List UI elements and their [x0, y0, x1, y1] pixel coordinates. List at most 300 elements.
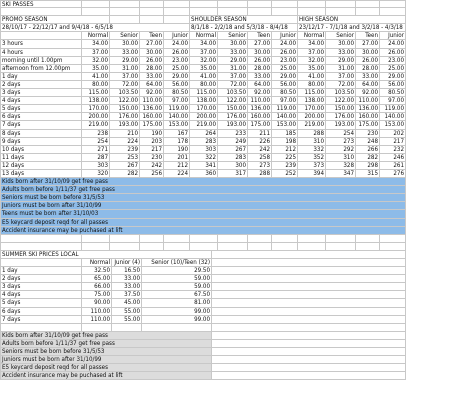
promo-price-cell[interactable]: 320 [82, 170, 110, 178]
high-price-cell[interactable]: 119.00 [380, 105, 406, 113]
promo-price-cell[interactable]: 25.00 [164, 65, 190, 73]
promo-price-cell[interactable]: 271 [82, 146, 110, 154]
summer-price-cell[interactable]: 37.50 [112, 291, 142, 299]
high-price-cell[interactable]: 288 [298, 130, 326, 138]
cell[interactable] [82, 8, 110, 16]
summer-price-cell[interactable]: 75.00 [82, 291, 112, 299]
cell[interactable] [164, 16, 190, 24]
high-price-cell[interactable]: 27.00 [356, 40, 380, 48]
promo-price-cell[interactable]: 190 [140, 130, 164, 138]
high-price-cell[interactable]: 232 [380, 146, 406, 154]
high-price-cell[interactable]: 30.00 [326, 40, 356, 48]
cell[interactable] [190, 0, 218, 8]
cell[interactable] [248, 0, 272, 8]
promo-price-cell[interactable]: 242 [140, 162, 164, 170]
high-price-cell[interactable]: 26.00 [380, 49, 406, 57]
shoulder-price-cell[interactable]: 239 [272, 162, 298, 170]
summer-price-cell[interactable]: 55.00 [112, 316, 142, 324]
cell[interactable] [218, 235, 248, 243]
note-text[interactable]: Adults born before 1/11/37 get free pass [0, 340, 212, 348]
cell[interactable] [272, 235, 298, 243]
note-text[interactable]: Kids born after 31/10/09 get free pass [0, 332, 212, 340]
column-header[interactable]: Senior [326, 32, 356, 40]
high-price-cell[interactable]: 170.00 [298, 105, 326, 113]
promo-dates[interactable]: 28/10/17 - 22/12/17 and 9/4/18 - 6/5/18 [0, 24, 190, 32]
high-price-cell[interactable]: 64.00 [356, 81, 380, 89]
promo-price-cell[interactable]: 103.50 [110, 89, 140, 97]
column-header[interactable]: Normal [82, 32, 110, 40]
column-header[interactable]: Senior [218, 32, 248, 40]
high-price-cell[interactable]: 310 [326, 154, 356, 162]
promo-price-cell[interactable]: 28.00 [140, 65, 164, 73]
high-price-cell[interactable]: 80.00 [298, 81, 326, 89]
promo-price-cell[interactable]: 190 [164, 146, 190, 154]
row-label[interactable]: 4 days [0, 97, 82, 105]
shoulder-price-cell[interactable]: 33.00 [248, 73, 272, 81]
summer-price-cell[interactable]: 59.00 [142, 283, 212, 291]
cell[interactable] [298, 0, 326, 8]
cell[interactable] [272, 243, 298, 251]
shoulder-price-cell[interactable]: 219.00 [190, 121, 218, 129]
promo-price-cell[interactable]: 219.00 [82, 121, 110, 129]
shoulder-price-cell[interactable]: 32.00 [190, 57, 218, 65]
promo-price-cell[interactable]: 212 [164, 162, 190, 170]
summer-price-cell[interactable]: 99.00 [142, 316, 212, 324]
cell[interactable] [326, 8, 356, 16]
cell[interactable] [190, 243, 218, 251]
cell[interactable] [212, 348, 406, 356]
high-price-cell[interactable]: 35.00 [298, 65, 326, 73]
promo-price-cell[interactable]: 119.00 [164, 105, 190, 113]
promo-price-cell[interactable]: 267 [110, 162, 140, 170]
shoulder-price-cell[interactable]: 34.00 [190, 40, 218, 48]
summer-price-cell[interactable]: 110.00 [82, 308, 112, 316]
high-price-cell[interactable]: 32.00 [298, 57, 326, 65]
row-label[interactable]: afternoon from 12.00pm [0, 65, 82, 73]
cell[interactable] [112, 324, 142, 332]
row-label[interactable]: 1 day [0, 267, 82, 275]
promo-price-cell[interactable]: 178 [164, 138, 190, 146]
summer-price-cell[interactable]: 81.00 [142, 299, 212, 307]
shoulder-price-cell[interactable]: 249 [218, 138, 248, 146]
shoulder-price-cell[interactable]: 30.00 [218, 40, 248, 48]
cell[interactable] [212, 283, 406, 291]
promo-price-cell[interactable]: 253 [110, 154, 140, 162]
shoulder-price-cell[interactable]: 300 [218, 162, 248, 170]
shoulder-price-cell[interactable]: 37.00 [190, 49, 218, 57]
promo-price-cell[interactable]: 27.00 [140, 40, 164, 48]
shoulder-price-cell[interactable]: 226 [248, 138, 272, 146]
promo-price-cell[interactable]: 72.00 [110, 81, 140, 89]
cell[interactable] [212, 316, 406, 324]
shoulder-price-cell[interactable]: 31.00 [218, 65, 248, 73]
cell[interactable] [212, 251, 406, 259]
cell[interactable] [212, 364, 406, 372]
high-price-cell[interactable]: 266 [356, 146, 380, 154]
cell[interactable] [218, 0, 248, 8]
cell[interactable] [212, 275, 406, 283]
promo-price-cell[interactable]: 238 [82, 130, 110, 138]
high-price-cell[interactable]: 33.00 [326, 49, 356, 57]
cell[interactable] [110, 243, 140, 251]
cell[interactable] [212, 267, 406, 275]
promo-price-cell[interactable]: 136.00 [140, 105, 164, 113]
high-price-cell[interactable]: 103.50 [326, 89, 356, 97]
high-price-cell[interactable]: 29.00 [326, 57, 356, 65]
promo-price-cell[interactable]: 150.00 [110, 105, 140, 113]
shoulder-price-cell[interactable]: 103.50 [218, 89, 248, 97]
row-label[interactable]: 11 days [0, 154, 82, 162]
promo-price-cell[interactable]: 37.00 [110, 73, 140, 81]
promo-price-cell[interactable]: 176.00 [110, 113, 140, 121]
cell[interactable] [380, 235, 406, 243]
summer-header[interactable]: Normal [82, 259, 112, 267]
cell[interactable] [82, 324, 112, 332]
high-price-cell[interactable]: 115.00 [298, 89, 326, 97]
promo-price-cell[interactable]: 24.00 [164, 40, 190, 48]
shoulder-price-cell[interactable]: 122.00 [218, 97, 248, 105]
shoulder-price-cell[interactable]: 64.00 [248, 81, 272, 89]
cell[interactable] [212, 372, 406, 380]
shoulder-price-cell[interactable]: 138.00 [190, 97, 218, 105]
promo-price-cell[interactable]: 203 [140, 138, 164, 146]
row-label[interactable]: 6 days [0, 308, 82, 316]
high-price-cell[interactable]: 80.50 [380, 89, 406, 97]
row-label[interactable]: 7 days [0, 316, 82, 324]
cell[interactable] [248, 8, 272, 16]
summer-price-cell[interactable]: 45.00 [112, 299, 142, 307]
promo-price-cell[interactable]: 170.00 [82, 105, 110, 113]
note-text[interactable]: Kids born after 31/10/09 get free pass [0, 178, 406, 186]
summer-title[interactable]: SUMMER SKI PRICES LOCAL [0, 251, 212, 259]
cell[interactable] [272, 8, 298, 16]
cell[interactable] [212, 324, 406, 332]
cell[interactable] [140, 235, 164, 243]
high-price-cell[interactable]: 138.00 [298, 97, 326, 105]
high-price-cell[interactable]: 217 [380, 138, 406, 146]
note-text[interactable]: E5 keycard deposit reqd for all passes [0, 364, 212, 372]
shoulder-price-cell[interactable]: 211 [248, 130, 272, 138]
summer-price-cell[interactable]: 66.00 [82, 283, 112, 291]
note-text[interactable]: Teens must be born after 31/10/03 [0, 210, 406, 218]
promo-price-cell[interactable]: 201 [164, 154, 190, 162]
note-text[interactable]: Accident insurance may be puchased at lift [0, 372, 212, 380]
column-header[interactable]: Teen [248, 32, 272, 40]
high-price-cell[interactable]: 219.00 [298, 121, 326, 129]
shoulder-price-cell[interactable]: 80.00 [190, 81, 218, 89]
summer-price-cell[interactable]: 67.50 [142, 291, 212, 299]
shoulder-price-cell[interactable]: 198 [272, 138, 298, 146]
cell[interactable] [212, 291, 406, 299]
promo-price-cell[interactable]: 122.00 [110, 97, 140, 105]
promo-price-cell[interactable]: 32.00 [82, 57, 110, 65]
promo-price-cell[interactable]: 239 [110, 146, 140, 154]
promo-price-cell[interactable]: 193.00 [110, 121, 140, 129]
cell[interactable] [298, 235, 326, 243]
promo-price-cell[interactable]: 92.00 [140, 89, 164, 97]
note-text[interactable]: Juniors must be born after 31/10/99 [0, 202, 406, 210]
cell[interactable] [140, 0, 164, 8]
row-label[interactable]: 2 days [0, 275, 82, 283]
shoulder-price-cell[interactable]: 72.00 [218, 81, 248, 89]
cell[interactable] [212, 340, 406, 348]
high-season-label[interactable]: HIGH SEASON [298, 16, 406, 24]
shoulder-price-cell[interactable]: 28.00 [248, 65, 272, 73]
cell[interactable] [356, 243, 380, 251]
shoulder-price-cell[interactable]: 185 [272, 130, 298, 138]
shoulder-price-cell[interactable]: 303 [190, 146, 218, 154]
high-price-cell[interactable]: 193.00 [326, 121, 356, 129]
cell[interactable] [212, 356, 406, 364]
row-label[interactable]: 9 days [0, 138, 82, 146]
promo-price-cell[interactable]: 30.00 [110, 40, 140, 48]
high-price-cell[interactable]: 373 [298, 162, 326, 170]
shoulder-price-cell[interactable]: 267 [218, 146, 248, 154]
high-price-cell[interactable]: 97.00 [380, 97, 406, 105]
cell[interactable] [326, 0, 356, 8]
summer-price-cell[interactable]: 29.50 [142, 267, 212, 275]
sheet-title[interactable]: SKI PASSES [0, 0, 82, 8]
cell[interactable] [164, 243, 190, 251]
row-label[interactable]: 2 days [0, 81, 82, 89]
cell[interactable] [110, 8, 140, 16]
cell[interactable] [248, 243, 272, 251]
cell[interactable] [218, 8, 248, 16]
high-price-cell[interactable]: 230 [356, 130, 380, 138]
cell[interactable] [0, 324, 82, 332]
shoulder-price-cell[interactable]: 56.00 [272, 81, 298, 89]
cell[interactable] [356, 8, 380, 16]
shoulder-price-cell[interactable]: 170.00 [190, 105, 218, 113]
promo-price-cell[interactable]: 56.00 [164, 81, 190, 89]
promo-price-cell[interactable]: 175.00 [140, 121, 164, 129]
high-price-cell[interactable]: 282 [356, 154, 380, 162]
high-price-cell[interactable]: 248 [356, 138, 380, 146]
shoulder-price-cell[interactable]: 360 [190, 170, 218, 178]
promo-price-cell[interactable]: 138.00 [82, 97, 110, 105]
high-price-cell[interactable]: 28.00 [356, 65, 380, 73]
promo-price-cell[interactable]: 37.00 [82, 49, 110, 57]
promo-price-cell[interactable]: 282 [110, 170, 140, 178]
cell[interactable] [0, 32, 82, 40]
column-header[interactable]: Teen [356, 32, 380, 40]
cell[interactable] [380, 0, 406, 8]
promo-price-cell[interactable]: 80.50 [164, 89, 190, 97]
column-header[interactable]: Junior [380, 32, 406, 40]
high-price-cell[interactable]: 136.00 [356, 105, 380, 113]
high-price-cell[interactable]: 140.00 [380, 113, 406, 121]
promo-price-cell[interactable]: 230 [140, 154, 164, 162]
high-price-cell[interactable]: 26.00 [356, 57, 380, 65]
promo-price-cell[interactable]: 33.00 [110, 49, 140, 57]
shoulder-price-cell[interactable]: 35.00 [190, 65, 218, 73]
row-label[interactable]: 3 hours [0, 40, 82, 48]
shoulder-price-cell[interactable]: 25.00 [272, 65, 298, 73]
cell[interactable] [82, 243, 110, 251]
cell[interactable] [212, 332, 406, 340]
cell[interactable] [356, 0, 380, 8]
row-label[interactable]: 10 days [0, 146, 82, 154]
shoulder-price-cell[interactable]: 160.00 [248, 113, 272, 121]
high-price-cell[interactable]: 29.00 [380, 73, 406, 81]
cell[interactable] [298, 8, 326, 16]
promo-price-cell[interactable]: 210 [110, 130, 140, 138]
high-price-cell[interactable]: 150.00 [326, 105, 356, 113]
summer-price-cell[interactable]: 99.00 [142, 308, 212, 316]
promo-season-label[interactable]: PROMO SEASON [0, 16, 110, 24]
high-price-cell[interactable]: 328 [326, 162, 356, 170]
high-price-cell[interactable]: 31.00 [326, 65, 356, 73]
shoulder-price-cell[interactable]: 24.00 [272, 40, 298, 48]
shoulder-price-cell[interactable]: 193.00 [218, 121, 248, 129]
high-price-cell[interactable]: 246 [380, 154, 406, 162]
note-text[interactable]: Seniors must be born before 31/5/53 [0, 348, 212, 356]
promo-price-cell[interactable]: 160.00 [140, 113, 164, 121]
shoulder-price-cell[interactable]: 80.50 [272, 89, 298, 97]
column-header[interactable]: Normal [190, 32, 218, 40]
cell[interactable] [218, 243, 248, 251]
shoulder-price-cell[interactable]: 26.00 [248, 57, 272, 65]
summer-header[interactable]: Senior (10)/Teen (32) [142, 259, 212, 267]
row-label[interactable]: 5 days [0, 105, 82, 113]
high-price-cell[interactable]: 298 [356, 162, 380, 170]
note-text[interactable]: Accident insurance may be puchased at lift [0, 227, 406, 235]
high-price-cell[interactable]: 34.00 [298, 40, 326, 48]
summer-price-cell[interactable]: 33.00 [112, 275, 142, 283]
shoulder-price-cell[interactable]: 258 [248, 154, 272, 162]
cell[interactable] [326, 243, 356, 251]
cell[interactable] [0, 259, 82, 267]
cell[interactable] [110, 0, 140, 8]
promo-price-cell[interactable]: 29.00 [110, 57, 140, 65]
high-price-cell[interactable]: 92.00 [356, 89, 380, 97]
cell[interactable] [110, 235, 140, 243]
row-label[interactable]: 1 day [0, 73, 82, 81]
high-price-cell[interactable]: 202 [380, 130, 406, 138]
row-label[interactable]: 12 days [0, 162, 82, 170]
high-price-cell[interactable]: 310 [298, 138, 326, 146]
high-price-cell[interactable]: 33.00 [356, 73, 380, 81]
high-price-cell[interactable]: 273 [326, 138, 356, 146]
cell[interactable] [0, 235, 82, 243]
shoulder-price-cell[interactable]: 264 [190, 130, 218, 138]
promo-price-cell[interactable]: 41.00 [82, 73, 110, 81]
promo-price-cell[interactable]: 26.00 [164, 49, 190, 57]
high-price-cell[interactable]: 292 [326, 146, 356, 154]
shoulder-price-cell[interactable]: 252 [272, 170, 298, 178]
cell[interactable] [380, 8, 406, 16]
column-header[interactable]: Junior [164, 32, 190, 40]
high-price-cell[interactable]: 122.00 [326, 97, 356, 105]
row-label[interactable]: 7 days [0, 121, 82, 129]
row-label[interactable]: 13 days [0, 170, 82, 178]
row-label[interactable]: 4 days [0, 291, 82, 299]
cell[interactable] [140, 16, 164, 24]
promo-price-cell[interactable]: 256 [140, 170, 164, 178]
high-price-cell[interactable]: 276 [380, 170, 406, 178]
summer-price-cell[interactable]: 33.00 [112, 283, 142, 291]
row-label[interactable]: morning until 1.00pm [0, 57, 82, 65]
column-header[interactable]: Normal [298, 32, 326, 40]
promo-price-cell[interactable]: 29.00 [164, 73, 190, 81]
high-price-cell[interactable]: 41.00 [298, 73, 326, 81]
cell[interactable] [190, 8, 218, 16]
cell[interactable] [110, 16, 140, 24]
shoulder-price-cell[interactable]: 273 [248, 162, 272, 170]
promo-price-cell[interactable]: 110.00 [140, 97, 164, 105]
shoulder-price-cell[interactable]: 200.00 [190, 113, 218, 121]
shoulder-price-cell[interactable]: 119.00 [272, 105, 298, 113]
summer-price-cell[interactable]: 16.50 [112, 267, 142, 275]
cell[interactable] [212, 308, 406, 316]
shoulder-price-cell[interactable]: 23.00 [272, 57, 298, 65]
shoulder-price-cell[interactable]: 41.00 [190, 73, 218, 81]
promo-price-cell[interactable]: 115.00 [82, 89, 110, 97]
summer-price-cell[interactable]: 110.00 [82, 316, 112, 324]
cell[interactable] [212, 299, 406, 307]
high-price-cell[interactable]: 175.00 [356, 121, 380, 129]
cell[interactable] [326, 235, 356, 243]
summer-price-cell[interactable]: 32.50 [82, 267, 112, 275]
promo-price-cell[interactable]: 217 [140, 146, 164, 154]
promo-price-cell[interactable]: 153.00 [164, 121, 190, 129]
promo-price-cell[interactable]: 30.00 [140, 49, 164, 57]
cell[interactable] [82, 235, 110, 243]
cell[interactable] [0, 8, 82, 16]
promo-price-cell[interactable]: 140.00 [164, 113, 190, 121]
high-price-cell[interactable]: 110.00 [356, 97, 380, 105]
shoulder-dates[interactable]: 8/1/18 - 2/2/18 and 5/3/18 - 8/4/18 [190, 24, 298, 32]
promo-price-cell[interactable]: 33.00 [140, 73, 164, 81]
promo-price-cell[interactable]: 167 [164, 130, 190, 138]
shoulder-price-cell[interactable]: 37.00 [218, 73, 248, 81]
summer-price-cell[interactable]: 55.00 [112, 308, 142, 316]
summer-header[interactable]: Junior (4) [112, 259, 142, 267]
shoulder-price-cell[interactable]: 283 [218, 154, 248, 162]
shoulder-price-cell[interactable]: 242 [248, 146, 272, 154]
row-label[interactable]: 8 days [0, 130, 82, 138]
promo-price-cell[interactable]: 80.00 [82, 81, 110, 89]
column-header[interactable]: Senior [110, 32, 140, 40]
shoulder-price-cell[interactable]: 33.00 [218, 49, 248, 57]
cell[interactable] [140, 243, 164, 251]
shoulder-price-cell[interactable]: 30.00 [248, 49, 272, 57]
high-price-cell[interactable]: 332 [298, 146, 326, 154]
note-text[interactable]: Seniors must be born before 31/5/53 [0, 194, 406, 202]
high-price-cell[interactable]: 176.00 [326, 113, 356, 121]
column-header[interactable]: Junior [272, 32, 298, 40]
high-price-cell[interactable]: 72.00 [326, 81, 356, 89]
row-label[interactable]: 5 days [0, 299, 82, 307]
high-price-cell[interactable]: 30.00 [356, 49, 380, 57]
summer-price-cell[interactable]: 90.00 [82, 299, 112, 307]
cell[interactable] [356, 235, 380, 243]
shoulder-price-cell[interactable]: 136.00 [248, 105, 272, 113]
row-label[interactable]: 3 days [0, 283, 82, 291]
shoulder-price-cell[interactable]: 115.00 [190, 89, 218, 97]
promo-price-cell[interactable]: 23.00 [164, 57, 190, 65]
promo-price-cell[interactable]: 303 [82, 162, 110, 170]
column-header[interactable]: Teen [140, 32, 164, 40]
shoulder-price-cell[interactable]: 140.00 [272, 113, 298, 121]
cell[interactable] [164, 235, 190, 243]
shoulder-price-cell[interactable]: 29.00 [272, 73, 298, 81]
cell[interactable] [164, 0, 190, 8]
shoulder-price-cell[interactable]: 26.00 [272, 49, 298, 57]
shoulder-price-cell[interactable]: 341 [190, 162, 218, 170]
shoulder-price-cell[interactable]: 317 [218, 170, 248, 178]
cell[interactable] [142, 324, 212, 332]
